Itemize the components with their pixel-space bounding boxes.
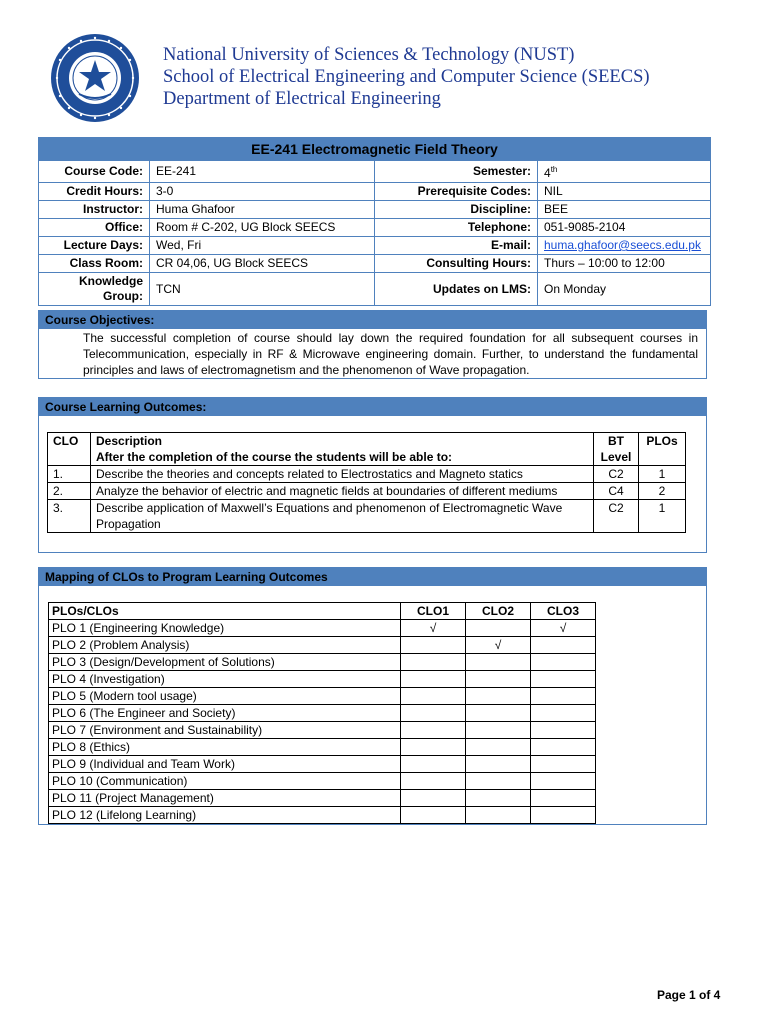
clo-bt-level: C2 [594, 466, 639, 483]
clo-row [48, 500, 686, 533]
clo-table [47, 432, 686, 533]
info-value: CR 04,06, UG Block SEECS [150, 255, 375, 273]
plo-name: PLO 6 (The Engineer and Society) [49, 705, 401, 722]
mapping-cell: √ [531, 620, 596, 637]
mapping-cell [466, 688, 531, 705]
plo-name: PLO 12 (Lifelong Learning) [49, 807, 401, 824]
mapping-cell [466, 654, 531, 671]
mapping-cell [401, 705, 466, 722]
mapping-cell [401, 722, 466, 739]
mapping-row [49, 688, 596, 705]
info-label: Lecture Days: [39, 237, 150, 255]
university-seal-icon [49, 32, 141, 124]
mapping-row [49, 807, 596, 824]
info-value-text: NIL [544, 184, 563, 198]
info-label: Instructor: [39, 201, 150, 219]
plo-name: PLO 7 (Environment and Sustainability) [49, 722, 401, 739]
mapping-cell [531, 756, 596, 773]
info-value: TCN [150, 273, 375, 306]
mapping-row [49, 773, 596, 790]
description-col-header [91, 433, 594, 466]
info-value: EE-241 [150, 161, 375, 183]
mapping-cell [531, 790, 596, 807]
info-value [538, 255, 711, 273]
mapping-col-header: PLOs/CLOs [49, 603, 401, 620]
clo-number: 3. [48, 500, 91, 533]
course-info-row [39, 161, 711, 183]
mapping-cell [401, 654, 466, 671]
mapping-cell [401, 637, 466, 654]
bt-col-header: BT Level [594, 433, 639, 466]
plo-name: PLO 5 (Modern tool usage) [49, 688, 401, 705]
info-value-text: BEE [544, 202, 569, 216]
mapping-cell [531, 654, 596, 671]
department-name: Department of Electrical Engineering [163, 89, 441, 109]
course-info-row [39, 255, 711, 273]
clo1-col-header: CLO1 [401, 603, 466, 620]
info-label: Credit Hours: [39, 183, 150, 201]
mapping-cell [466, 807, 531, 824]
mapping-cell [401, 790, 466, 807]
mapping-cell [401, 688, 466, 705]
mapping-cell [401, 756, 466, 773]
clo-plo: 2 [639, 483, 686, 500]
info-value [538, 161, 711, 183]
clo-number: 1. [48, 466, 91, 483]
info-label: Semester: [375, 161, 538, 183]
mapping-cell [401, 807, 466, 824]
plo-name: PLO 3 (Design/Development of Solutions) [49, 654, 401, 671]
mapping-cell [531, 722, 596, 739]
info-value-text: 4 [544, 166, 551, 180]
info-value-text: 051-9085-2104 [544, 220, 626, 234]
course-learning-outcomes-section [38, 397, 707, 553]
mapping-row [49, 654, 596, 671]
info-label: Telephone: [375, 219, 538, 237]
mapping-cell: √ [466, 637, 531, 654]
mapping-row [49, 637, 596, 654]
info-value: Room # C-202, UG Block SEECS [150, 219, 375, 237]
info-label: Updates on LMS: [375, 273, 538, 306]
mapping-cell [531, 739, 596, 756]
info-value [538, 201, 711, 219]
mapping-row [49, 705, 596, 722]
mapping-row [49, 756, 596, 773]
email-link[interactable]: huma.ghafoor@seecs.edu.pk [544, 238, 701, 252]
clo-number: 2. [48, 483, 91, 500]
mapping-cell [531, 671, 596, 688]
page-number: Page 1 of 4 [657, 988, 721, 1002]
mapping-cell [531, 705, 596, 722]
info-value: 3-0 [150, 183, 375, 201]
info-label: Class Room: [39, 255, 150, 273]
plo-name: PLO 4 (Investigation) [49, 671, 401, 688]
info-value: Wed, Fri [150, 237, 375, 255]
plo-name: PLO 8 (Ethics) [49, 739, 401, 756]
mapping-cell [531, 688, 596, 705]
school-name: School of Electrical Engineering and Computer Science (SEECS) [163, 67, 650, 87]
clo-bt-level: C2 [594, 500, 639, 533]
plo-name: PLO 10 (Communication) [49, 773, 401, 790]
info-value [538, 183, 711, 201]
mapping-cell [466, 620, 531, 637]
mapping-cell [466, 722, 531, 739]
mapping-cell [466, 773, 531, 790]
clo-description: Describe application of Maxwell’s Equations and phenomenon of Electromagnetic Wave Propagation [91, 500, 594, 533]
objectives-heading: Course Objectives: [39, 311, 706, 329]
clo-row [48, 483, 686, 500]
info-value: Huma Ghafoor [150, 201, 375, 219]
mapping-header-row [49, 603, 596, 620]
info-label: Consulting Hours: [375, 255, 538, 273]
description-sub-label: After the completion of the course the students will be able to: [96, 450, 453, 464]
mapping-cell [466, 756, 531, 773]
mapping-cell [466, 705, 531, 722]
mapping-row [49, 739, 596, 756]
objectives-text: The successful completion of course should lay down the required foundation for all subsequent courses in Telecommunication, especially in RF & Microwave engineering domain. Further, to understand the fundamental principles and laws of electromagnetism and the phenomenon of Wave propagation. [83, 331, 698, 377]
course-title: EE-241 Electromagnetic Field Theory [39, 138, 711, 161]
course-info-row [39, 219, 711, 237]
mapping-cell [401, 739, 466, 756]
plo-name: PLO 11 (Project Management) [49, 790, 401, 807]
ordinal-suffix: th [550, 165, 558, 174]
mapping-table [48, 602, 596, 824]
clo-bt-level: C4 [594, 483, 639, 500]
mapping-cell [531, 807, 596, 824]
clo-col-header: CLO [48, 433, 91, 466]
info-label: Prerequisite Codes: [375, 183, 538, 201]
plo-name: PLO 1 (Engineering Knowledge) [49, 620, 401, 637]
clo-plo-mapping-section [38, 567, 707, 825]
mapping-row [49, 790, 596, 807]
course-info-table [38, 137, 711, 306]
info-value-text: Thurs – 10:00 to 12:00 [544, 256, 665, 270]
mapping-cell: √ [401, 620, 466, 637]
mapping-cell [401, 773, 466, 790]
course-info-row [39, 183, 711, 201]
clo-heading: Course Learning Outcomes: [39, 398, 706, 416]
mapping-cell [466, 739, 531, 756]
info-value [538, 273, 711, 306]
info-value-text: On Monday [544, 281, 607, 296]
mapping-row [49, 620, 596, 637]
plo-col-header: PLOs [639, 433, 686, 466]
document-header [45, 30, 725, 130]
info-label: Knowledge Group: [39, 273, 150, 306]
plo-name: PLO 2 (Problem Analysis) [49, 637, 401, 654]
mapping-cell [531, 773, 596, 790]
clo-row [48, 466, 686, 483]
clo3-col-header: CLO3 [531, 603, 596, 620]
info-label: Course Code: [39, 161, 150, 183]
course-objectives-section [38, 310, 707, 379]
university-name: National University of Sciences & Technology (NUST) [163, 45, 575, 65]
plo-name: PLO 9 (Individual and Team Work) [49, 756, 401, 773]
clo-plo: 1 [639, 466, 686, 483]
mapping-cell [466, 790, 531, 807]
description-label: Description [96, 434, 163, 448]
course-info-row [39, 237, 711, 255]
info-value [538, 237, 711, 255]
info-label: E-mail: [375, 237, 538, 255]
info-label: Office: [39, 219, 150, 237]
mapping-row [49, 722, 596, 739]
clo-header-row [48, 433, 686, 466]
mapping-cell [401, 671, 466, 688]
course-info-row [39, 273, 711, 306]
mapping-row [49, 671, 596, 688]
mapping-cell [531, 637, 596, 654]
info-label: Discipline: [375, 201, 538, 219]
mapping-heading: Mapping of CLOs to Program Learning Outcomes [39, 568, 706, 586]
clo-description: Analyze the behavior of electric and magnetic fields at boundaries of different mediums [91, 483, 594, 500]
course-info-row [39, 201, 711, 219]
mapping-cell [466, 671, 531, 688]
clo-plo: 1 [639, 500, 686, 533]
clo-description: Describe the theories and concepts related to Electrostatics and Magneto statics [91, 466, 594, 483]
clo2-col-header: CLO2 [466, 603, 531, 620]
info-value [538, 219, 711, 237]
